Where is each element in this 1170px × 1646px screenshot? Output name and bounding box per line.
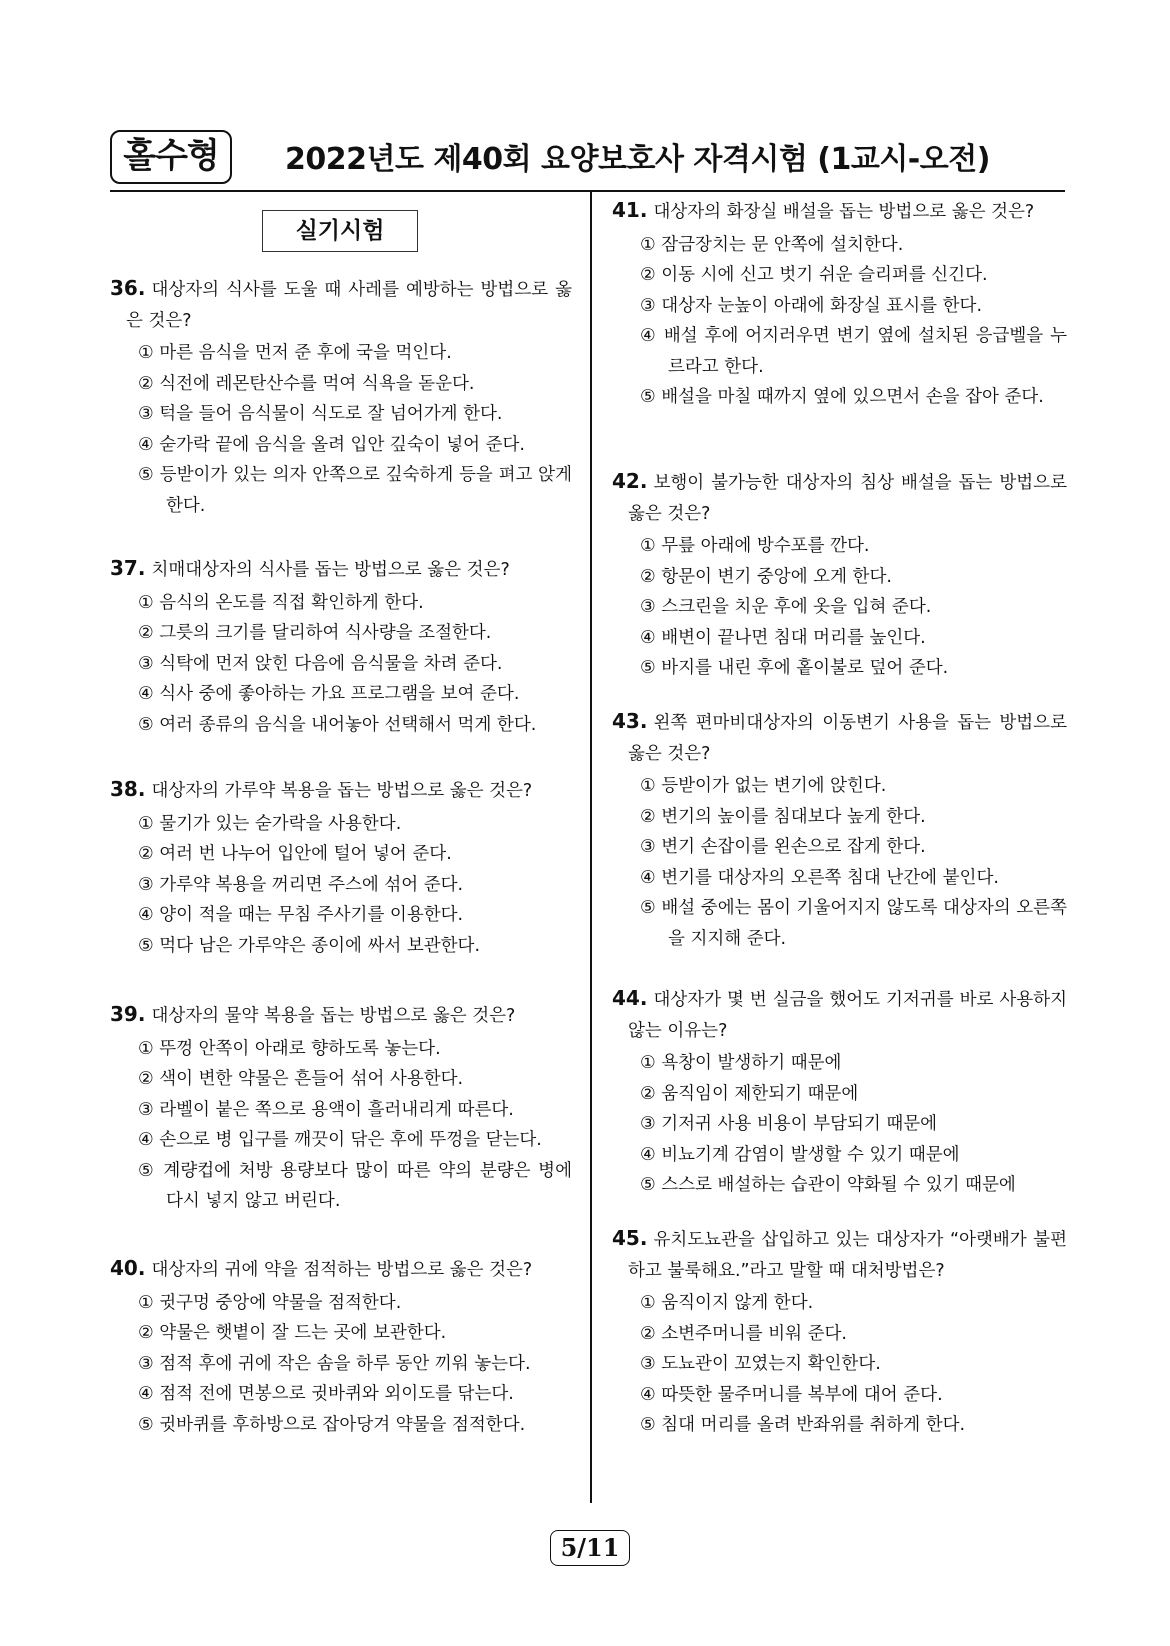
question-text: 대상자의 화장실 배설을 돕는 방법으로 옳은 것은? [653,202,1035,222]
answer-option: ③ 점적 후에 귀에 작은 솜을 하루 동안 끼워 놓는다. [138,1353,531,1374]
question-stem [612,195,1067,228]
answer-option: ③ 대상자 눈높이 아래에 화장실 표시를 한다. [640,295,983,316]
question-text: 대상자의 귀에 약을 점적하는 방법으로 옳은 것은? [151,1260,533,1280]
answer-option: ② 소변주머니를 비워 준다. [640,1323,847,1344]
section-label: 실기시험 [262,210,418,252]
question-number: 37. [110,556,146,580]
question-number: 43. [612,709,648,733]
question-text: 유치도뇨관을 삽입하고 있는 대상자가 “아랫배가 불편하고 불룩해요.”라고 말할 때 대처방법은? [628,1230,1067,1281]
answer-option: ③ 스크린을 치운 후에 옷을 입혀 준다. [640,597,932,617]
answer-option: ④ 식사 중에 좋아하는 가요 프로그램을 보여 준다. [138,684,520,704]
question-text: 보행이 불가능한 대상자의 침상 배설을 돕는 방법으로 옳은 것은? [628,473,1067,524]
question-41 [612,195,1067,413]
question-stem [110,1253,572,1286]
answer-option: ③ 턱을 들어 음식물이 식도로 잘 넘어가게 한다. [138,404,503,424]
page-title: 2022년도 제40회 요양보호사 자격시험 (1교시-오전) [285,142,990,177]
answer-option: ④ 배설 후에 어지러우면 변기 옆에 설치된 응급벨을 누르라고 한다. [640,326,1067,377]
answer-option: ① 욕창이 발생하기 때문에 [640,1053,842,1073]
exam-type-badge: 홀수형 [110,130,232,184]
question-36 [110,273,572,521]
answer-option: ③ 기저귀 사용 비용이 부담되기 때문에 [640,1114,938,1134]
question-text: 치매대상자의 식사를 돕는 방법으로 옳은 것은? [151,560,510,580]
question-number: 40. [110,1256,146,1280]
answer-option: ① 무릎 아래에 방수포를 깐다. [640,536,870,556]
answer-option: ① 귓구멍 중앙에 약물을 점적한다. [138,1292,402,1313]
answer-option: ⑤ 스스로 배설하는 습관이 약화될 수 있기 때문에 [640,1175,1016,1195]
answer-option: ① 움직이지 않게 한다. [640,1293,814,1313]
answer-option: ④ 숟가락 끝에 음식을 올려 입안 깊숙이 넣어 준다. [138,434,525,455]
answer-option: ③ 도뇨관이 꼬였는지 확인한다. [640,1354,881,1374]
answer-option: ③ 가루약 복용을 꺼리면 주스에 섞어 준다. [138,874,464,895]
answer-option: ② 그릇의 크기를 달리하여 식사량을 조절한다. [138,623,492,643]
answer-option: ④ 변기를 대상자의 오른쪽 침대 난간에 붙인다. [640,867,999,888]
answer-option: ⑤ 귓바퀴를 후하방으로 잡아당겨 약물을 점적한다. [138,1414,526,1435]
question-stem [612,466,1067,529]
question-number: 42. [612,469,648,493]
answer-option: ② 이동 시에 신고 벗기 쉬운 슬리퍼를 신긴다. [640,265,988,285]
answer-option: ② 항문이 변기 중앙에 오게 한다. [640,566,892,587]
answer-option: ⑤ 등받이가 있는 의자 안쪽으로 깊숙하게 등을 펴고 앉게 한다. [138,465,572,516]
answer-option: ② 색이 변한 약물은 흔들어 섞어 사용한다. [138,1069,464,1089]
question-42 [612,466,1067,684]
answer-option: ④ 따뜻한 물주머니를 복부에 대어 준다. [640,1384,943,1405]
header-divider [110,190,1065,192]
question-stem [612,983,1067,1046]
question-40 [110,1253,572,1440]
answer-option: ① 잠금장치는 문 안쪽에 설치한다. [640,234,904,255]
question-text: 대상자가 몇 번 실금을 했어도 기저귀를 바로 사용하지 않는 이유는? [628,990,1067,1041]
question-stem [110,999,572,1032]
answer-option: ⑤ 여러 종류의 음식을 내어놓아 선택해서 먹게 한다. [138,714,537,735]
answer-option: ④ 배변이 끝나면 침대 머리를 높인다. [640,627,926,648]
answer-option: ④ 비뇨기계 감염이 발생할 수 있기 때문에 [640,1144,960,1165]
answer-option: ③ 라벨이 붙은 쪽으로 용액이 흘러내리게 따른다. [138,1099,514,1120]
answer-option: ⑤ 먹다 남은 가루약은 종이에 싸서 보관한다. [138,935,481,956]
question-number: 41. [612,198,648,222]
question-stem [110,553,572,586]
column-divider [590,191,592,1503]
question-text: 대상자의 가루약 복용을 돕는 방법으로 옳은 것은? [151,781,533,801]
question-text: 대상자의 식사를 도울 때 사레를 예방하는 방법으로 옳은 것은? [126,280,572,331]
answer-option: ② 변기의 높이를 침대보다 높게 한다. [640,806,926,827]
question-stem [612,706,1067,769]
answer-option: ④ 점적 전에 면봉으로 귓바퀴와 외이도를 닦는다. [138,1384,514,1404]
question-number: 36. [110,276,146,300]
answer-option: ⑤ 침대 머리를 올려 반좌위를 취하게 한다. [640,1415,966,1435]
question-number: 44. [612,986,648,1010]
page-number: 5/11 [550,1530,630,1566]
question-text: 왼쪽 편마비대상자의 이동변기 사용을 돕는 방법으로 옳은 것은? [628,713,1067,764]
answer-option: ① 뚜껑 안쪽이 아래로 향하도록 놓는다. [138,1038,441,1059]
question-number: 39. [110,1002,146,1026]
question-43 [612,706,1067,954]
answer-option: ③ 식탁에 먼저 앉힌 다음에 음식물을 차려 준다. [138,653,503,674]
question-number: 38. [110,777,146,801]
answer-option: ① 등받이가 없는 변기에 앉힌다. [640,776,887,796]
answer-option: ⑤ 배설을 마칠 때까지 옆에 있으면서 손을 잡아 준다. [640,387,1044,407]
answer-option: ④ 양이 적을 때는 무침 주사기를 이용한다. [138,905,464,925]
answer-option: ① 음식의 온도를 직접 확인하게 한다. [138,592,424,613]
answer-option: ② 식전에 레몬탄산수를 먹여 식욕을 돋운다. [138,373,475,394]
answer-option: ② 약물은 햇볕이 잘 드는 곳에 보관한다. [138,1323,447,1343]
question-stem [110,774,572,807]
question-37 [110,553,572,740]
question-text: 대상자의 물약 복용을 돕는 방법으로 옳은 것은? [151,1006,516,1026]
answer-option: ④ 손으로 병 입구를 깨끗이 닦은 후에 뚜껑을 닫는다. [138,1130,542,1150]
answer-option: ② 움직임이 제한되기 때문에 [640,1083,859,1104]
answer-option: ⑤ 배설 중에는 몸이 기울어지지 않도록 대상자의 오른쪽을 지지해 준다. [640,898,1067,949]
question-45 [612,1223,1067,1441]
answer-option: ② 여러 번 나누어 입안에 털어 넣어 준다. [138,844,452,864]
question-number: 45. [612,1226,648,1250]
question-stem [110,273,572,336]
answer-option: ① 마른 음식을 먼저 준 후에 국을 먹인다. [138,343,452,363]
answer-option: ① 물기가 있는 숟가락을 사용한다. [138,813,402,834]
question-38 [110,774,572,961]
question-44 [612,983,1067,1201]
question-39 [110,999,572,1217]
answer-option: ⑤ 바지를 내린 후에 홑이불로 덮어 준다. [640,658,949,678]
question-stem [612,1223,1067,1286]
answer-option: ③ 변기 손잡이를 왼손으로 잡게 한다. [640,837,926,857]
answer-option: ⑤ 계량컵에 처방 용량보다 많이 따른 약의 분량은 병에 다시 넣지 않고 버린다. [138,1160,572,1211]
